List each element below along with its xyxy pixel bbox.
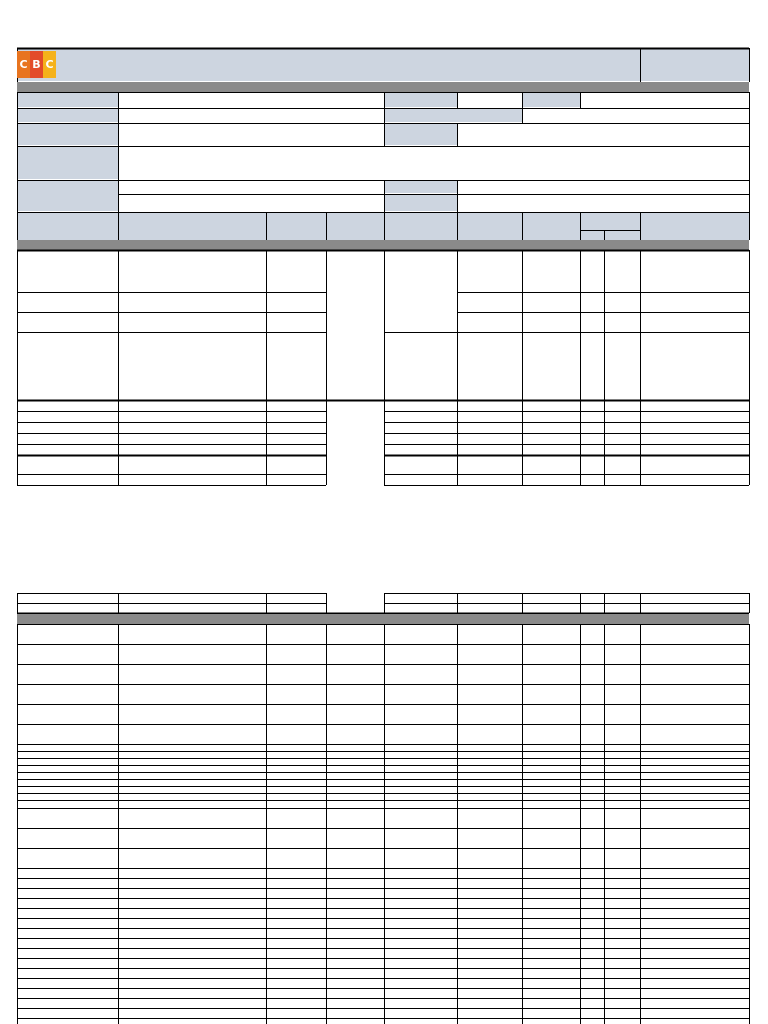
- info-label-cell: [18, 109, 119, 122]
- title-banner: [17, 49, 749, 81]
- cbc-logo: [17, 51, 56, 78]
- info-label-cell: [18, 181, 119, 211]
- logo-letter-b: B: [30, 51, 43, 78]
- info-label-cell: [385, 181, 457, 193]
- info-label-cell: [385, 124, 457, 145]
- info-label-cell: [385, 93, 457, 107]
- logo-letter-c2: C: [43, 51, 56, 78]
- logo-letter-c1: C: [17, 51, 30, 78]
- info-label-cell: [385, 109, 522, 122]
- section-divider: [17, 240, 749, 250]
- section-divider-lower: [17, 614, 749, 624]
- info-label-cell: [18, 93, 119, 107]
- info-label-cell: [523, 93, 580, 107]
- info-label-cell: [18, 147, 119, 179]
- info-label-cell: [18, 124, 119, 145]
- info-label-cell: [385, 195, 457, 211]
- column-header-row: [18, 213, 749, 240]
- section-divider-top: [17, 82, 749, 92]
